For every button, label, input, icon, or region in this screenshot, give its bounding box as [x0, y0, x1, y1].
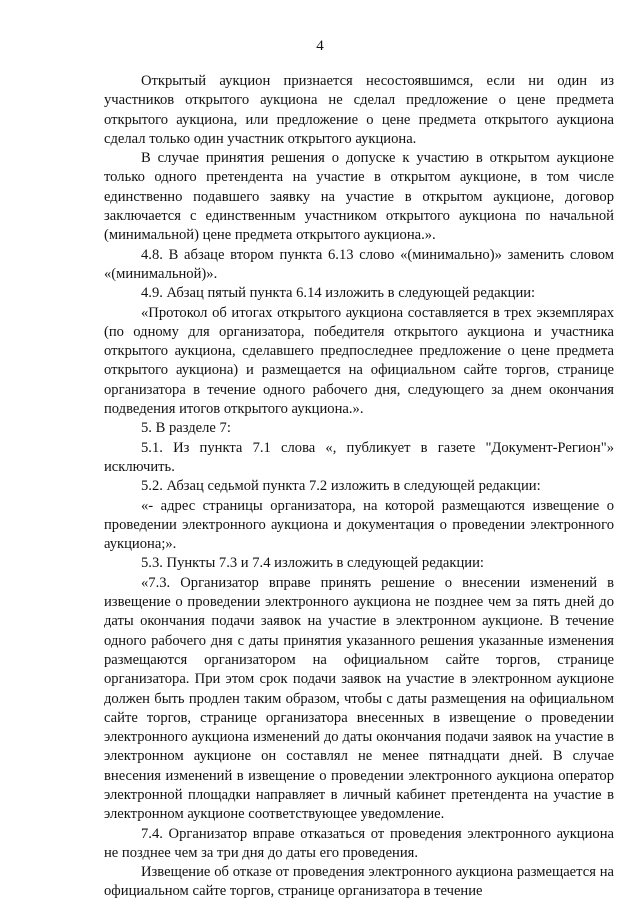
paragraph: «Протокол об итогах открытого аукциона составляется в трех экземплярах (по одному для организатора, победителя открытого аукциона и участника открытого аукциона, сделавшего предпоследнее предложение о цене предмета открытого аукциона) и размещается на официальном сайте торгов, странице организатора в течение одного рабочего дня, следующего за днем окончания подведения итогов открытого аукциона.».: [104, 304, 614, 418]
paragraph: Извещение об отказе от проведения электронного аукциона размещается на официальном сайте торгов, странице организатора в течение: [104, 864, 614, 900]
paragraph: «7.3. Организатор вправе принять решение о внесении изменений в извещение о проведении электронного аукциона не позднее чем за пять дней до даты окончания подачи заявок на участие в электронном аукционе. В течение одного рабочего дня с даты принятия указанного решения указанные изменения размещаются организатором на официальном сайте торгов, странице организатора. При этом срок подачи заявок на участие в электронном аукционе должен быть продлен таким образом, чтобы с даты размещения на официальном сайте торгов, странице организатора внесенных в извещение о проведении электронного аукциона изменений до даты окончания подачи заявок на участие в электронном аукционе он составлял не менее пятнадцати дней. В случае внесения изменений в извещение о проведении электронного аукциона оператор электронной площадки направляет в личный кабинет претендента на участие в электронном аукционе соответствующее уведомление.: [104, 574, 614, 823]
paragraph: В случае принятия решения о допуске к участию в открытом аукционе только одного претендента на участие в открытом аукционе, в том числе единственно подавшего заявку на участие в открытом аукционе, договор заключается с единственным участником открытого аукциона по начальной (минимальной) цене предмета открытого аукциона.».: [104, 150, 614, 244]
paragraph: Открытый аукцион признается несостоявшимся, если ни один из участников открытого аукциона не сделал предложение о цене предмета открытого аукциона, или предложение о цене предмета открытого аукциона сделал только один участник открытого аукциона.: [104, 73, 614, 147]
paragraph: 5.1. Из пункта 7.1 слова «, публикует в газете "Документ-Регион"» исключить.: [104, 439, 614, 475]
paragraph: 5. В разделе 7:: [141, 420, 231, 437]
page-number: 4: [316, 38, 324, 54]
paragraph: «- адрес страницы организатора, на которой размещаются извещение о проведении электронного аукциона и документация о проведении электронного аукциона;».: [104, 497, 614, 553]
paragraph: 5.2. Абзац седьмой пункта 7.2 изложить в следующей редакции:: [141, 478, 541, 495]
paragraph: 5.3. Пункты 7.3 и 7.4 изложить в следующей редакции:: [141, 555, 484, 572]
paragraph: 4.9. Абзац пятый пункта 6.14 изложить в следующей редакции:: [141, 285, 536, 302]
paragraph: 4.8. В абзаце втором пункта 6.13 слово «(минимально)» заменить словом «(минимальной)».: [104, 246, 614, 282]
paragraph: 7.4. Организатор вправе отказаться от проведения электронного аукциона не позднее чем за три дня до даты его проведения.: [104, 825, 614, 861]
document-body: [104, 72, 614, 902]
